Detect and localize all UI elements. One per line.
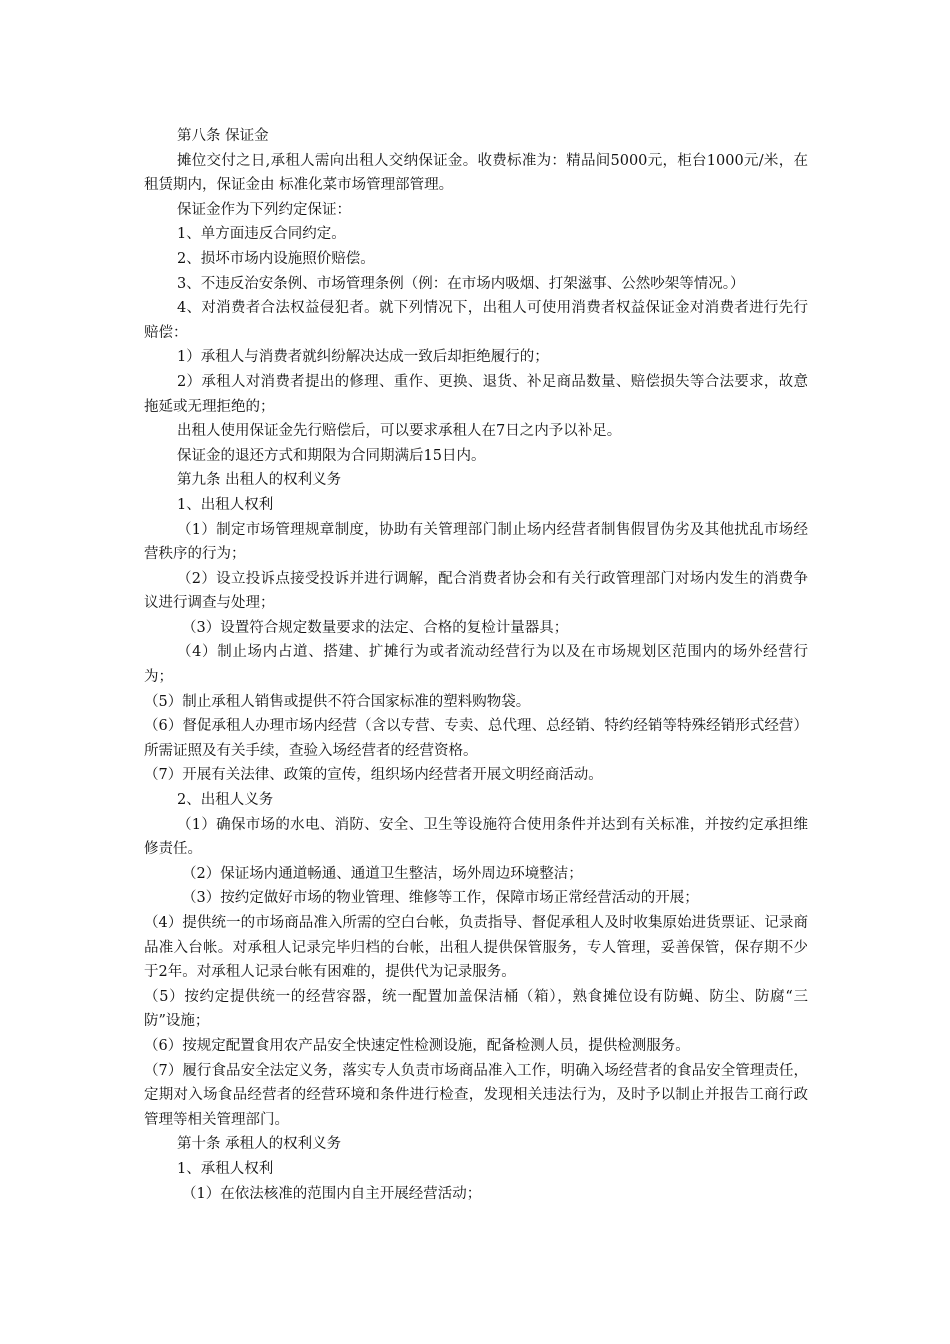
list-item: 4、对消费者合法权益侵犯者。就下列情况下，出租人可使用消费者权益保证金对消费者进行先行赔偿：	[144, 300, 808, 341]
list-item: 2、损坏市场内设施照价赔偿。	[177, 250, 375, 267]
paragraph: 保证金的退还方式和期限为合同期满后15日内。	[177, 447, 486, 464]
section-heading: 1、出租人权利	[177, 496, 274, 513]
paragraph: 保证金作为下列约定保证：	[177, 201, 351, 218]
list-item: （1）制定市场管理规章制度，协助有关管理部门制止场内经营者制售假冒伪劣及其他扰乱市场经营秩序的行为；	[144, 521, 808, 563]
paragraph: 摊位交付之日,承租人需向出租人交纳保证金。收费标准为：精品间5000元，柜台1000元/米，在租赁期内，保证金由 标准化菜市场管理部管理。	[144, 152, 808, 194]
section-heading: 1、承租人权利	[177, 1160, 274, 1177]
list-item: （5）制止承租人销售或提供不符合国家标准的塑料购物袋。	[144, 693, 531, 710]
article-9-heading: 第九条 出租人的权利义务	[177, 472, 342, 489]
list-item: （3）按约定做好市场的物业管理、维修等工作，保障市场正常经营活动的开展；	[182, 890, 699, 907]
list-item: （7）开展有关法律、政策的宣传，组织场内经营者开展文明经商活动。	[144, 767, 603, 784]
list-item: （6）督促承租人办理市场内经营（含以专营、专卖、总代理、总经销、特约经销等特殊经销形式经营）所需证照及有关手续，查验入场经营者的经营资格。	[144, 718, 808, 759]
list-item: （1）在依法核准的范围内自主开展经营活动；	[182, 1185, 482, 1202]
article-8-heading: 第八条 保证金	[177, 128, 269, 144]
section-heading: 2、出租人义务	[177, 792, 274, 809]
list-item: （3）设置符合规定数量要求的法定、合格的复检计量器具；	[182, 619, 569, 636]
list-item: （1）确保市场的水电、消防、安全、卫生等设施符合使用条件并达到有关标准，并按约定承担维修责任。	[144, 816, 808, 858]
list-item: （5）按约定提供统一的经营容器，统一配置加盖保洁桶（箱），熟食摊位设有防蝇、防尘、防腐“三防”设施；	[144, 988, 808, 1030]
list-item: （6）按规定配置食用农产品安全快速定性检测设施，配备检测人员，提供检测服务。	[144, 1037, 690, 1054]
list-item: 1）承租人与消费者就纠纷解决达成一致后却拒绝履行的；	[177, 349, 549, 366]
paragraph: 出租人使用保证金先行赔偿后，可以要求承租人在7日之内予以补足。	[177, 423, 622, 440]
list-item: （4）制止场内占道、搭建、扩摊行为或者流动经营行为以及在市场规划区范围内的场外经营行为；	[144, 644, 808, 686]
list-item: 1、单方面违反合同约定。	[177, 226, 346, 243]
list-item: 2）承租人对消费者提出的修理、重作、更换、退货、补足商品数量、赔偿损失等合法要求，故意拖延或无理拒绝的；	[144, 373, 808, 415]
list-item: （2）设立投诉点接受投诉并进行调解，配合消费者协会和有关行政管理部门对场内发生的消费争议进行调查与处理；	[144, 570, 808, 612]
list-item: （4）提供统一的市场商品准入所需的空白台帐，负责指导、督促承租人及时收集原始进货票证、记录商品准入台帐。对承租人记录完毕归档的台帐，出租人提供保管服务，专人管理，妥善保管，保存期不少于2年。对承租人记录台帐有困难的，提供代为记录服务。	[144, 915, 808, 981]
list-item: （7）履行食品安全法定义务，落实专人负责市场商品准入工作，明确入场经营者的食品安全管理责任，定期对入场食品经营者的经营环境和条件进行检查，发现相关违法行为，及时予以制止并报告工商行政管理等相关管理部门。	[144, 1062, 808, 1128]
list-item: 3、不违反治安条例、市场管理条例（例：在市场内吸烟、打架滋事、公然吵架等情况。）	[177, 275, 745, 292]
article-10-heading: 第十条 承租人的权利义务	[177, 1136, 342, 1153]
list-item: （2）保证场内通道畅通、通道卫生整洁，场外周边环境整洁；	[182, 865, 583, 882]
document-body	[144, 124, 808, 1206]
